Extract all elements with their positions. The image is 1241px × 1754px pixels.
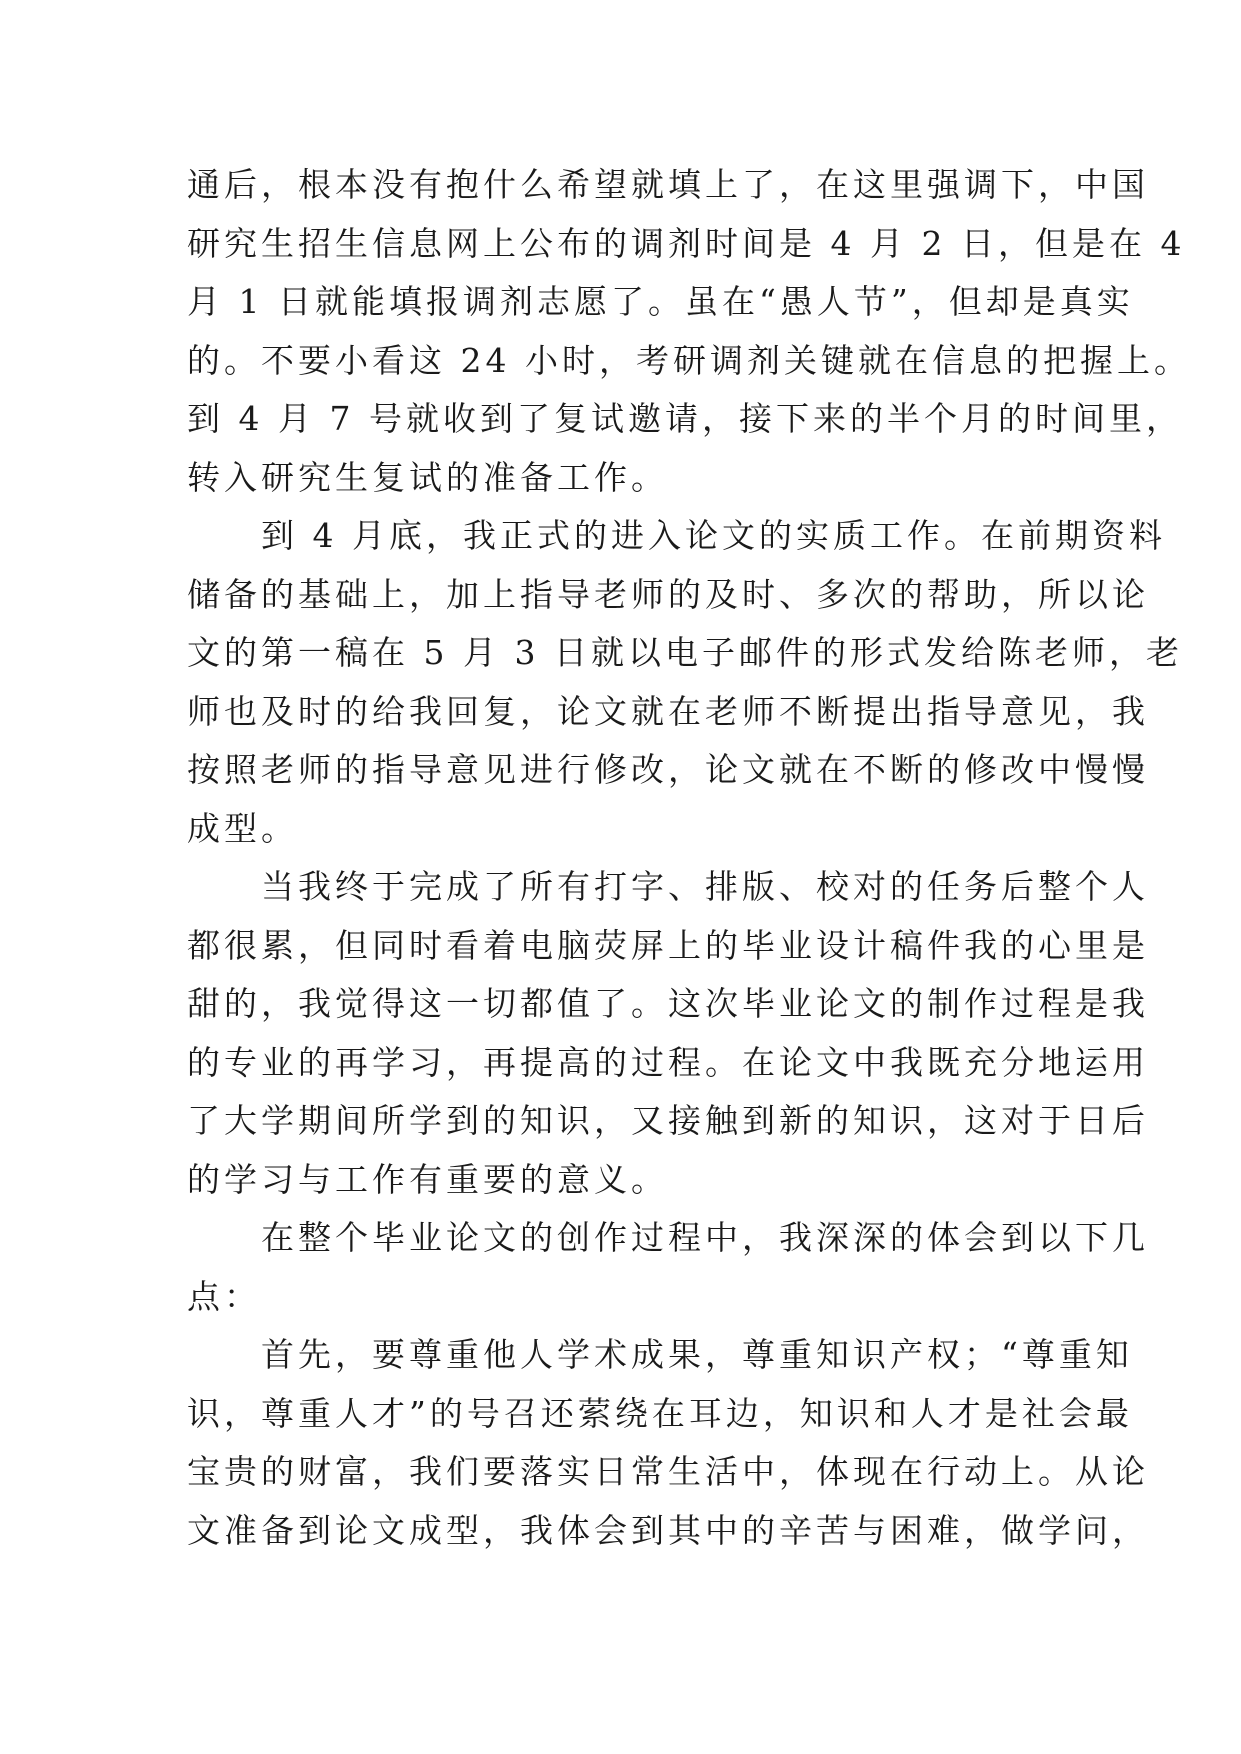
text-line: 成型。: [187, 808, 298, 848]
text-line: 首先，要尊重他人学术成果，尊重知识产权；“尊重知: [187, 1335, 1133, 1374]
document-body: [187, 156, 1191, 1560]
text-line: 识，尊重人才”的号召还萦绕在耳边，知识和人才是社会最: [187, 1393, 1133, 1433]
text-line: 按照老师的指导意见进行修改，论文就在不断的修改中慢慢: [187, 750, 1149, 789]
text-line: 点：: [187, 1276, 261, 1316]
text-line: 到 4 月 7 号就收到了复试邀请，接下来的半个月的时间里，: [187, 399, 1183, 438]
text-line: 的专业的再学习，再提高的过程。在论文中我既充分地运用: [187, 1042, 1149, 1082]
text-line: 到 4 月底，我正式的进入论文的实质工作。在前期资料: [187, 516, 1166, 555]
text-line: 宝贵的财富，我们要落实日常生活中，体现在行动上。从论: [187, 1452, 1149, 1491]
text-line: 的。不要小看这 24 小时，考研调剂关键就在信息的把握上。: [187, 340, 1191, 380]
text-line: 当我终于完成了所有打字、排版、校对的任务后整个人: [187, 867, 1149, 906]
text-line: 的学习与工作有重要的意义。: [187, 1159, 668, 1199]
text-line: 都很累，但同时看着电脑荧屏上的毕业设计稿件我的心里是: [187, 925, 1149, 965]
text-line: 了大学期间所学到的知识，又接触到新的知识，这对于日后: [187, 1101, 1149, 1140]
text-line: 在整个毕业论文的创作过程中，我深深的体会到以下几: [187, 1218, 1149, 1257]
text-line: 转入研究生复试的准备工作。: [187, 457, 668, 497]
text-line: 甜的，我觉得这一切都值了。这次毕业论文的制作过程是我: [187, 984, 1149, 1023]
text-line: 师也及时的给我回复，论文就在老师不断提出指导意见，我: [187, 691, 1149, 731]
text-line: 月 1 日就能填报调剂志愿了。虽在“愚人节”，但却是真实: [187, 282, 1134, 321]
text-line: 文准备到论文成型，我体会到其中的辛苦与困难，做学问，: [187, 1510, 1149, 1550]
text-line: 通后，根本没有抱什么希望就填上了，在这里强调下，中国: [187, 165, 1149, 204]
text-line: 研究生招生信息网上公布的调剂时间是 4 月 2 日，但是在 4: [187, 223, 1186, 263]
text-line: 文的第一稿在 5 月 3 日就以电子邮件的形式发给陈老师，老: [187, 633, 1183, 672]
text-line: 储备的基础上，加上指导老师的及时、多次的帮助，所以论: [187, 574, 1149, 614]
